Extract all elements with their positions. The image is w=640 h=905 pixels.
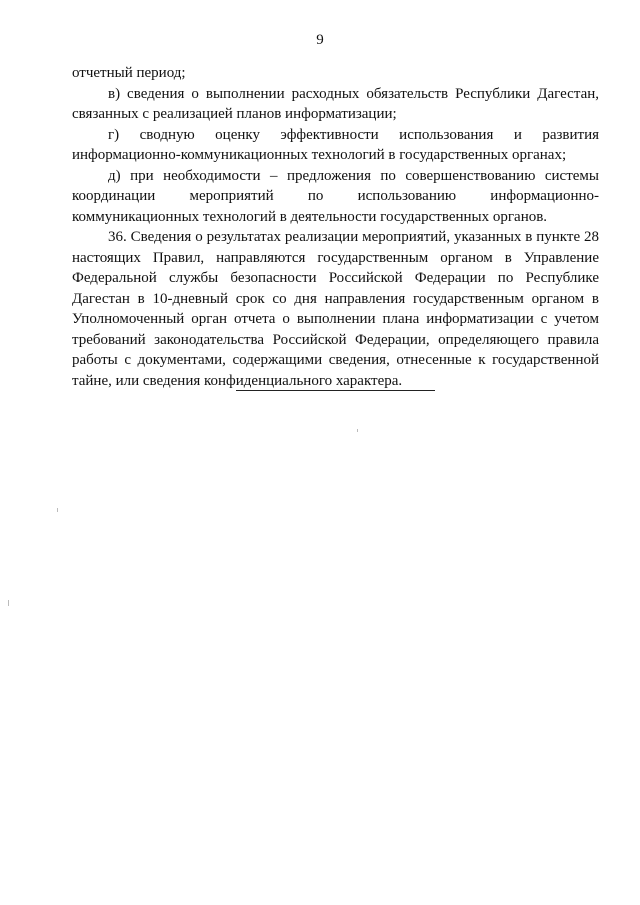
closing-separator-line — [236, 390, 435, 391]
page-number: 9 — [316, 32, 324, 48]
paragraph-period-end: отчетный период; — [72, 65, 186, 81]
scan-speck — [8, 600, 9, 606]
scan-speck — [57, 508, 58, 512]
paragraph-item-d: д) при необходимости – предложения по совершенствованию системы координации мероприятий по использованию информационно-коммуникационных технологий в деятельности государственных органов. — [72, 167, 599, 225]
paragraph-item-g: г) сводную оценку эффективности использования и развития информационно-коммуникационных технологий в государственных органах; — [72, 126, 599, 163]
document-body — [72, 63, 599, 391]
scan-speck — [357, 429, 358, 432]
paragraph-item-v: в) сведения о выполнении расходных обязательств Республики Дагестан, связанных с реализацией планов информатизации; — [72, 85, 599, 122]
paragraph-clause-36: 36. Сведения о результатах реализации мероприятий, указанных в пункте 28 настоящих Правил, направляются государственным органом в Управление Федеральной службы безопасности Российской Федерации по Республике Дагестан в 10-дневный срок со дня направления государственным органом в Уполномоченный орган отчета о выполнении плана информатизации с учетом требований законодательства Российской Федерации, определяющего правила работы с документами, содержащими сведения, отнесенные к государственной тайне, или сведения конфиденциального характера. — [72, 229, 599, 389]
